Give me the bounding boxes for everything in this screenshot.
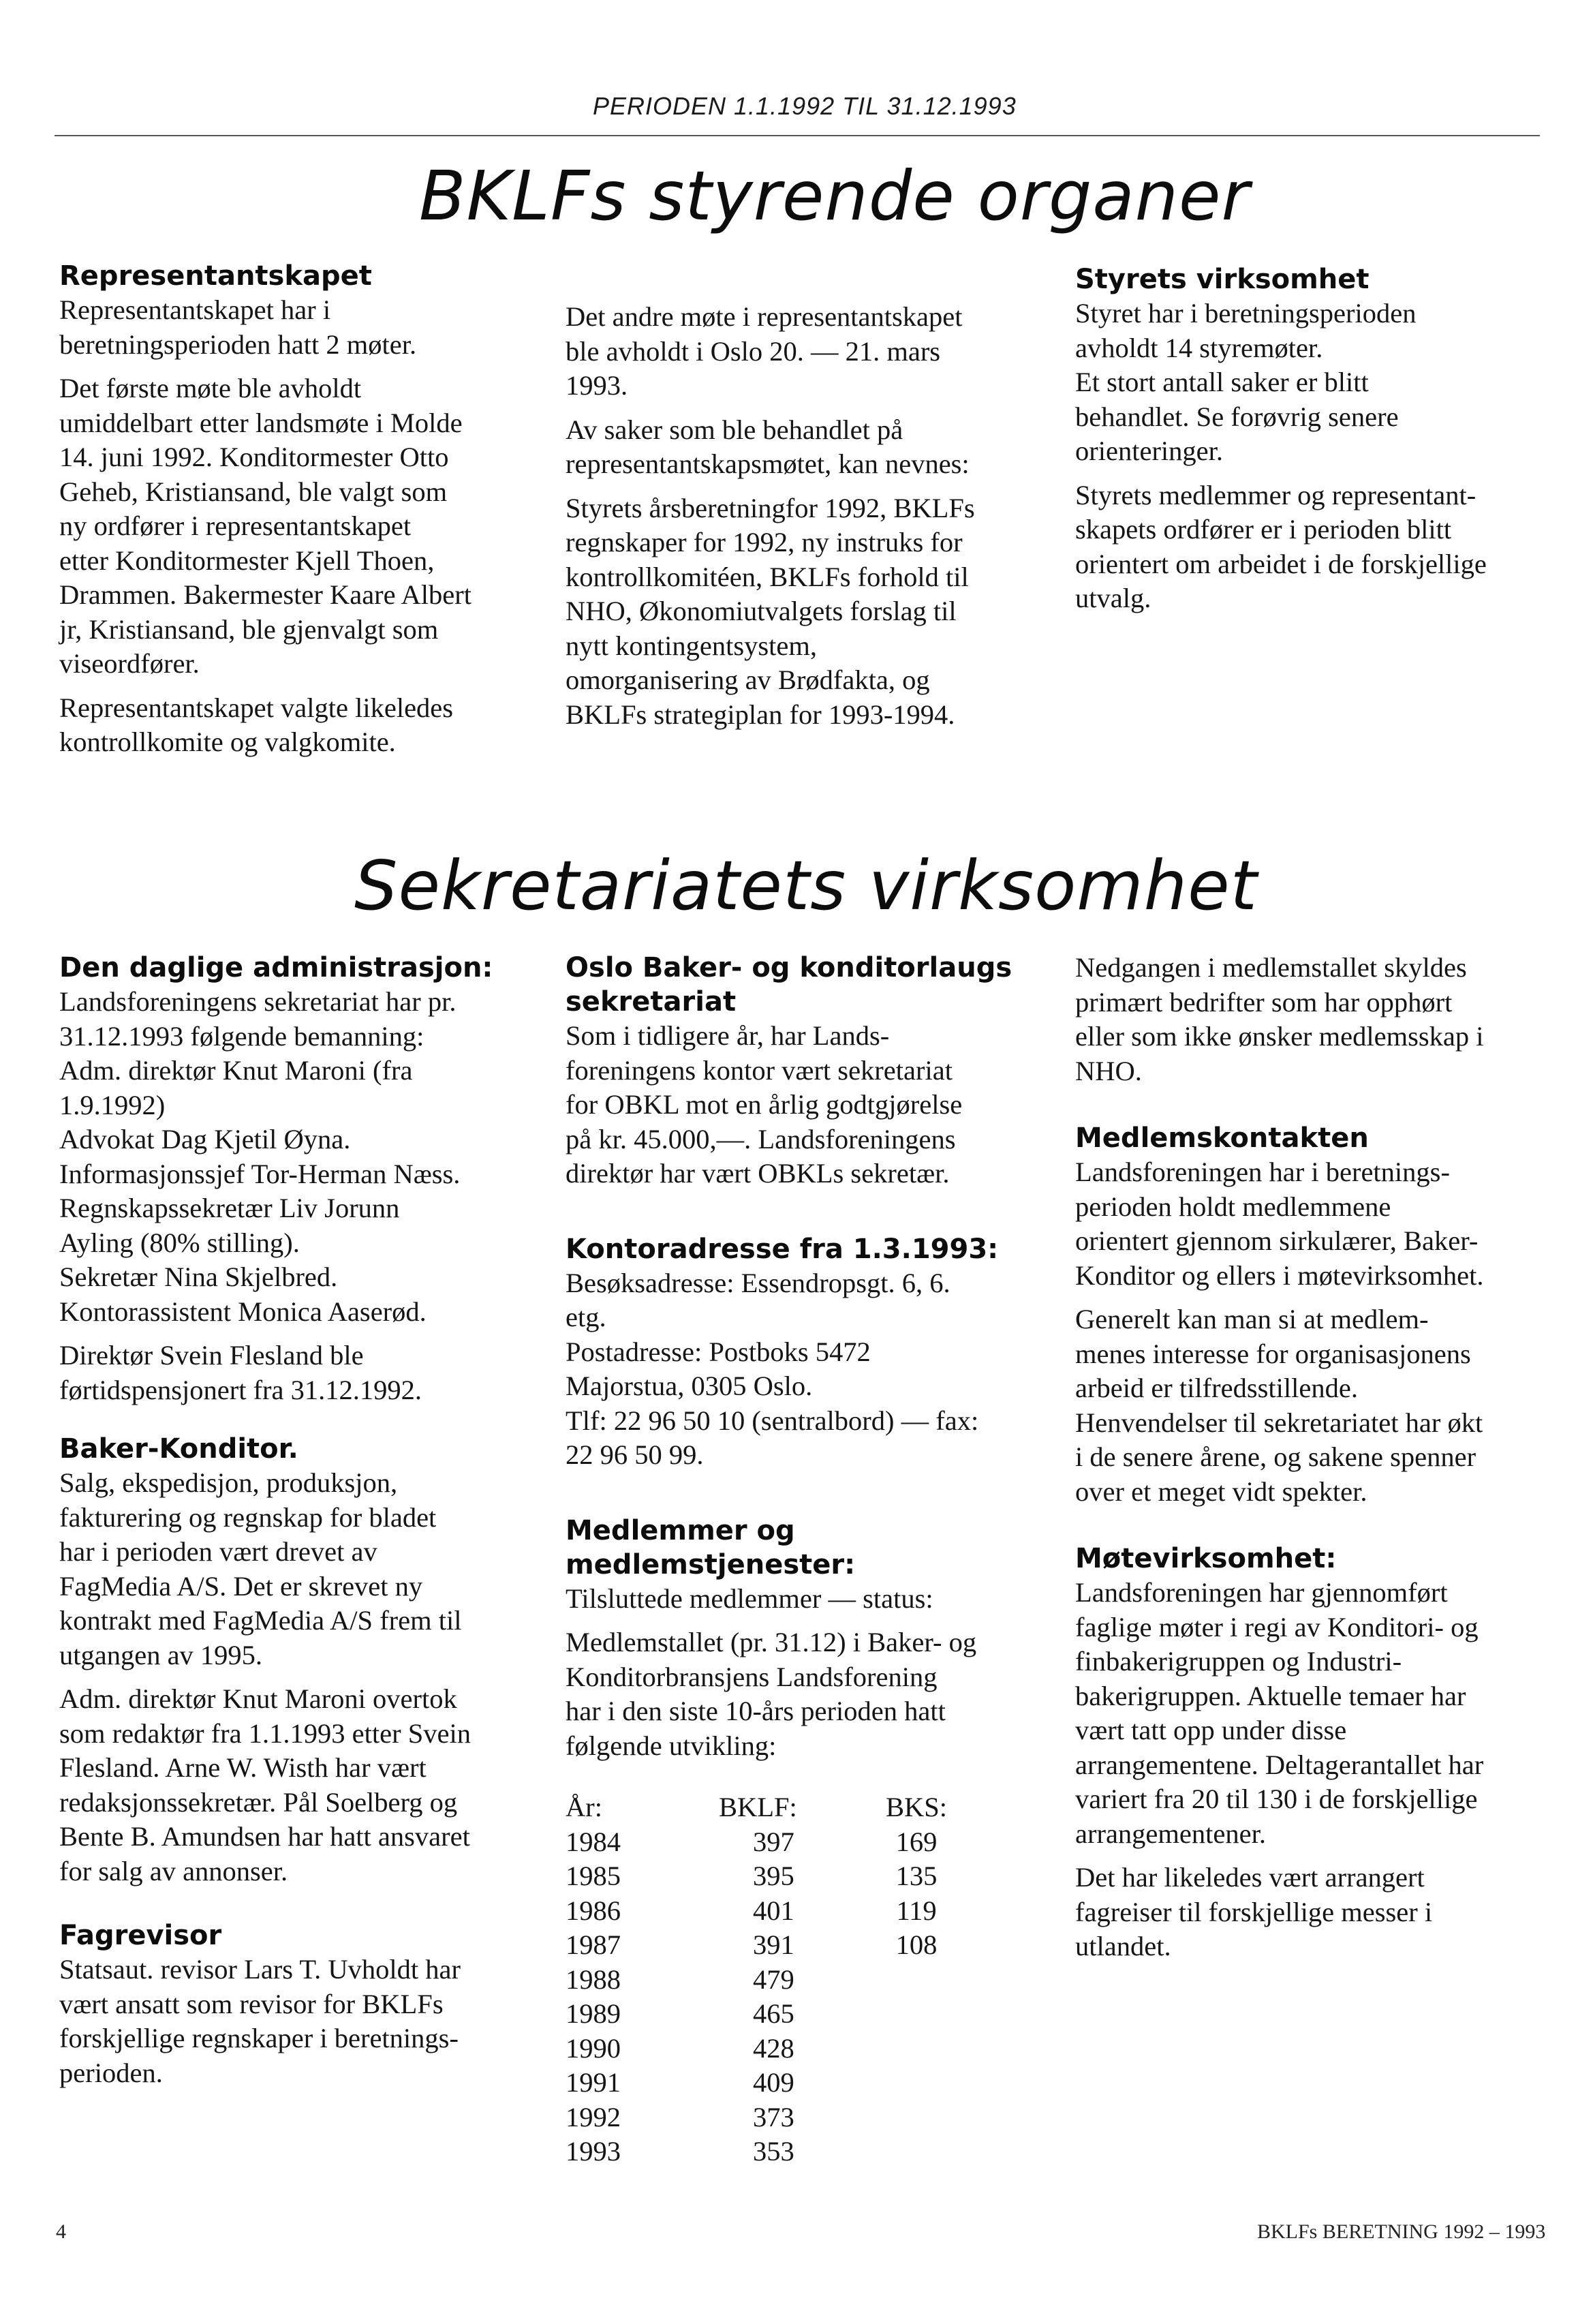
section-title-styrende-organer: BKLFs styrende organer — [419, 156, 1250, 236]
table-row — [566, 2032, 964, 2066]
text-line: Nedgangen i medlemstallet skyldes — [1075, 952, 1467, 983]
text-line: Av saker som ble behandlet på — [566, 414, 903, 445]
table-cell-year: 1988 — [566, 1963, 621, 1995]
text-line: vært tatt opp under disse — [1075, 1715, 1347, 1745]
text-line: utgangen av 1995. — [59, 1639, 263, 1670]
text-line: over et meget vidt spekter. — [1075, 1476, 1367, 1507]
paragraph — [59, 1682, 550, 1889]
table-row — [566, 2100, 964, 2135]
paragraph — [59, 371, 550, 682]
text-line: ny ordfører i representantskapet — [59, 510, 412, 541]
table-row — [566, 2066, 964, 2100]
text-line: vært ansatt som revisor for BKLFs — [59, 1988, 444, 2019]
table-header-cell: BKS: — [885, 1792, 948, 1822]
text-line: etg. — [566, 1302, 606, 1332]
heading-daglige-administrasjon: Den daglige administrasjon: — [59, 952, 493, 983]
header-rule — [55, 135, 1540, 136]
text-line: orienteringer. — [1075, 435, 1224, 466]
column-representantskapsmote — [566, 300, 1056, 741]
table-row — [566, 1825, 964, 1860]
column-styrets-virksomhet — [1075, 262, 1566, 626]
heading-line: medlemstjenester: — [566, 1548, 856, 1580]
text-line: Majorstua, 0305 Oslo. — [566, 1371, 813, 1401]
text-line: har i den siste 10-års perioden hatt — [566, 1696, 946, 1726]
table-cell-bklf: 397 — [753, 1826, 794, 1857]
text-line: Representantskapet har i — [59, 294, 331, 325]
text-line: behandlet. Se forøvrig senere — [1075, 401, 1399, 432]
heading-fagrevisor: Fagrevisor — [59, 1920, 222, 1951]
text-line: perioden. — [59, 2057, 163, 2088]
table-cell-year: 1985 — [566, 1861, 621, 1891]
period-header: PERIODEN 1.1.1992 TIL 31.12.1993 — [593, 92, 1017, 120]
text-line: som redaktør fra 1.1.1993 etter Svein — [59, 1717, 471, 1749]
table-cell-bklf: 465 — [753, 1998, 794, 2029]
table-cell-year: 1989 — [566, 1998, 621, 2029]
text-line: fagreiser til forskjellige messer i — [1075, 1896, 1433, 1927]
table-cell-bks — [869, 1963, 964, 1998]
text-line: Statsaut. revisor Lars T. Uvholdt har — [59, 1954, 461, 1985]
membership-table — [566, 1790, 964, 2169]
text-line: Salg, ekspedisjon, produksjon, — [59, 1467, 398, 1498]
table-cell-year: 1992 — [566, 2101, 621, 2132]
text-line: regnskaper for 1992, ny instruks for — [566, 527, 963, 557]
paragraph — [1075, 478, 1566, 616]
text-line: perioden holdt medlemmene — [1075, 1191, 1391, 1222]
paragraph — [566, 413, 1056, 482]
text-line: kontrollkomite og valgkomite. — [59, 727, 396, 757]
text-line: 14. juni 1992. Konditormester Otto — [59, 442, 449, 472]
paragraph — [1075, 1302, 1573, 1509]
table-cell-bks: 169 — [895, 1826, 938, 1857]
text-line: umiddelbart etter landsmøte i Molde — [59, 407, 463, 438]
text-line: arrangementene. Deltagerantallet har — [1075, 1749, 1484, 1780]
text-line: Et stort antall saker er blitt — [1075, 367, 1369, 397]
text-line: Styrets årsberetningfor 1992, BKLFs — [566, 492, 975, 523]
text-line: faglige møter i regi av Konditori- og — [1075, 1611, 1479, 1642]
text-line: Tilsluttede medlemmer — status: — [566, 1583, 933, 1614]
heading-baker-konditor: Baker-Konditor. — [59, 1433, 298, 1465]
text-line: Adm. direktør Knut Maroni overtok — [59, 1683, 457, 1714]
text-line: Landsforeningen har i beretnings- — [1075, 1157, 1450, 1187]
text-line: etter Konditormester Kjell Thoen, — [59, 545, 435, 576]
text-line: beretningsperioden hatt 2 møter. — [59, 328, 417, 360]
text-line: finbakerigruppen og Industri- — [1075, 1646, 1402, 1677]
text-line: avholdt 14 styremøter. — [1075, 332, 1323, 363]
text-line: Adm. direktør Knut Maroni (fra — [59, 1055, 413, 1086]
text-line: Det har likeledes vært arrangert — [1075, 1862, 1425, 1893]
table-header-cell: År: — [566, 1792, 602, 1822]
table-cell-year: 1987 — [566, 1929, 621, 1960]
table-row — [566, 1963, 964, 1998]
table-row — [566, 1928, 964, 1963]
paragraph — [566, 1582, 1063, 1617]
text-line: eller som ikke ønsker medlemsskap i — [1075, 1021, 1484, 1052]
text-line: Regnskapssekretær Liv Jorunn — [59, 1193, 400, 1223]
paragraph — [566, 300, 1056, 403]
heading-representantskapet: Representantskapet — [59, 260, 372, 292]
paragraph — [59, 1466, 550, 1672]
text-line: jr, Kristiansand, ble gjenvalgt som — [59, 613, 439, 645]
table-cell-bks — [869, 2100, 964, 2135]
text-line: Landsforeningen har gjennomført — [1075, 1577, 1448, 1608]
paragraph — [1075, 951, 1573, 1088]
text-line: Ayling (80% stilling). — [59, 1227, 300, 1258]
paragraph — [59, 985, 550, 1329]
text-line: Styret har i beretningsperioden — [1075, 298, 1417, 328]
paragraph — [566, 1266, 1063, 1473]
text-line: redaksjonssekretær. Pål Soelberg og — [59, 1786, 458, 1818]
table-row — [566, 1894, 964, 1929]
text-line: primært bedrifter som har opphørt — [1075, 986, 1453, 1018]
table-cell-year: 1984 — [566, 1826, 621, 1857]
table-row — [566, 1997, 964, 2032]
page-number: 4 — [56, 2220, 66, 2243]
paragraph — [59, 1953, 550, 2090]
text-line: fakturering og regnskap for bladet — [59, 1501, 437, 1533]
table-cell-bks: 108 — [895, 1929, 938, 1960]
text-line: Tlf: 22 96 50 10 (sentralbord) — fax: — [566, 1405, 979, 1436]
text-line: Flesland. Arne W. Wisth har vært — [59, 1752, 427, 1783]
table-cell-bks — [869, 2066, 964, 2100]
text-line: 22 96 50 99. — [566, 1439, 704, 1470]
paragraph — [566, 491, 1056, 733]
text-line: arrangementener. — [1075, 1818, 1266, 1849]
table-cell-year: 1990 — [566, 2032, 621, 2064]
column-representantskapet — [59, 259, 550, 769]
text-line: foreningens kontor vært sekretariat — [566, 1054, 953, 1086]
text-line: Styrets medlemmer og representant- — [1075, 479, 1476, 510]
text-line: 31.12.1993 følgende bemanning: — [59, 1020, 424, 1052]
text-line: Informasjonssjef Tor-Herman Næss. — [59, 1158, 461, 1189]
text-line: kontrakt med FagMedia A/S frem til — [59, 1605, 462, 1636]
text-line: omorganisering av Brødfakta, og — [566, 664, 930, 695]
paragraph — [566, 1019, 1063, 1191]
heading-line: Medlemmer og — [566, 1514, 795, 1546]
text-line: orientert gjennom sirkulærer, Baker- — [1075, 1225, 1479, 1256]
text-line: NHO. — [1075, 1055, 1142, 1086]
text-line: NHO, Økonomiutvalgets forslag til — [566, 596, 957, 626]
table-cell-bks: 119 — [896, 1895, 937, 1926]
text-line: utvalg. — [1075, 583, 1151, 613]
heading-kontoradresse: Kontoradresse fra 1.3.1993: — [566, 1233, 999, 1265]
table-cell-bklf: 409 — [753, 2067, 794, 2098]
text-line: Advokat Dag Kjetil Øyna. — [59, 1124, 351, 1155]
text-line: orientert om arbeidet i de forskjellige — [1075, 548, 1487, 579]
text-line: på kr. 45.000,—. Landsforeningens — [566, 1123, 956, 1155]
section-title-sekretariatets-virksomhet: Sekretariatets virksomhet — [354, 846, 1258, 926]
text-line: Representantskapet valgte likeledes — [59, 692, 454, 723]
text-line: FagMedia A/S. Det er skrevet ny — [59, 1570, 423, 1602]
paragraph — [59, 1339, 550, 1407]
heading-styrets-virksomhet: Styrets virksomhet — [1075, 264, 1370, 295]
text-line: menes interesse for organisasjonens — [1075, 1338, 1471, 1369]
table-cell-bklf: 401 — [753, 1895, 794, 1926]
table-cell-bklf: 479 — [753, 1963, 794, 1995]
text-line: Det andre møte i representantskapet — [566, 301, 963, 332]
table-cell-year: 1986 — [566, 1895, 621, 1926]
paragraph — [566, 1625, 1063, 1763]
table-header-cell: BKLF: — [719, 1792, 797, 1822]
text-line: viseordfører. — [59, 648, 200, 679]
text-line: 1993. — [566, 370, 628, 401]
text-line: for OBKL mot en årlig godtgjørelse — [566, 1089, 963, 1120]
text-line: direktør har vært OBKLs sekretær. — [566, 1158, 950, 1189]
text-line: utlandet. — [1075, 1931, 1171, 1961]
text-line: Det første møte ble avholdt — [59, 373, 362, 403]
text-line: Postadresse: Postboks 5472 — [566, 1336, 871, 1367]
text-line: Landsforeningens sekretariat har pr. — [59, 986, 457, 1017]
heading-line: Oslo Baker- og konditorlaugs — [566, 952, 1012, 983]
table-cell-year: 1993 — [566, 2136, 621, 2167]
table-cell-bks — [869, 2032, 964, 2066]
table-cell-bklf: 353 — [753, 2136, 794, 2167]
text-line: nytt kontingentsystem, — [566, 630, 817, 661]
table-cell-bks: 135 — [895, 1861, 938, 1891]
table-cell-bklf: 395 — [753, 1861, 794, 1891]
table-row — [566, 1859, 964, 1894]
text-line: Geheb, Kristiansand, ble valgt som — [59, 476, 448, 507]
paragraph — [1075, 1155, 1573, 1293]
table-row — [566, 2135, 964, 2169]
paragraph — [1075, 296, 1566, 469]
text-line: i de senere årene, og sakene spenner — [1075, 1441, 1476, 1472]
text-line: Generelt kan man si at medlem- — [1075, 1304, 1429, 1334]
text-line: bakerigruppen. Aktuelle temaer har — [1075, 1680, 1466, 1711]
text-line: Konditorbransjens Landsforening — [566, 1661, 938, 1692]
column-oslo-kontor-medlemmer — [566, 951, 1063, 2169]
column-medlemskontakt-motevirksomhet — [1075, 951, 1573, 1974]
heading-motevirksomhet: Møtevirksomhet: — [1075, 1543, 1337, 1574]
table-cell-bklf: 373 — [753, 2101, 794, 2132]
text-line: BKLFs strategiplan for 1993-1994. — [566, 699, 955, 730]
text-line: Besøksadresse: Essendropsgt. 6, 6. — [566, 1267, 950, 1298]
text-line: Konditor og ellers i møtevirksomhet. — [1075, 1259, 1484, 1291]
text-line: ble avholdt i Oslo 20. — 21. mars — [566, 335, 941, 367]
heading-oslo-baker-konditorlaugs — [566, 951, 1063, 1019]
heading-medlemmer-medlemstjenester — [566, 1514, 1063, 1582]
text-line: for salg av annonser. — [59, 1855, 288, 1886]
text-line: følgende utvikling: — [566, 1730, 777, 1761]
table-cell-bks — [869, 2135, 964, 2169]
table-cell-bks — [869, 1997, 964, 2032]
text-line: Drammen. Bakermester Kaare Albert — [59, 579, 471, 610]
text-line: forskjellige regnskaper i beretnings- — [59, 2023, 459, 2053]
text-line: Direktør Svein Flesland ble — [59, 1340, 364, 1371]
heading-line: sekretariat — [566, 986, 737, 1018]
text-line: Kontorassistent Monica Aaserød. — [59, 1296, 427, 1327]
text-line: har i perioden vært drevet av — [59, 1536, 377, 1567]
text-line: Bente B. Amundsen har hatt ansvaret — [59, 1821, 470, 1852]
heading-medlemskontakten: Medlemskontakten — [1075, 1122, 1369, 1154]
table-cell-bklf: 391 — [753, 1929, 794, 1960]
text-line: Som i tidligere år, har Lands- — [566, 1020, 890, 1051]
paragraph — [59, 293, 550, 362]
publication-footer: BKLFs BERETNING 1992 – 1993 — [1257, 2220, 1546, 2243]
text-line: Henvendelser til sekretariatet har økt — [1075, 1407, 1483, 1438]
table-cell-bklf: 428 — [753, 2032, 794, 2064]
text-line: Medlemstallet (pr. 31.12) i Baker- og — [566, 1627, 977, 1657]
column-administrasjon — [59, 951, 550, 2100]
text-line: arbeid er tilfredsstillende. — [1075, 1373, 1358, 1403]
text-line: førtidspensjonert fra 31.12.1992. — [59, 1374, 422, 1405]
text-line: skapets ordfører er i perioden blitt — [1075, 514, 1452, 545]
paragraph — [1075, 1576, 1573, 1851]
paragraph — [59, 691, 550, 760]
table-header-row — [566, 1790, 964, 1825]
paragraph — [1075, 1861, 1573, 1964]
table-cell-year: 1991 — [566, 2067, 621, 2098]
text-line: kontrollkomitéen, BKLFs forhold til — [566, 561, 969, 592]
text-line: 1.9.1992) — [59, 1089, 166, 1120]
text-line: representantskapsmøtet, kan nevnes: — [566, 448, 970, 479]
text-line: variert fra 20 til 130 i de forskjellige — [1075, 1784, 1478, 1814]
text-line: Sekretær Nina Skjelbred. — [59, 1262, 338, 1292]
